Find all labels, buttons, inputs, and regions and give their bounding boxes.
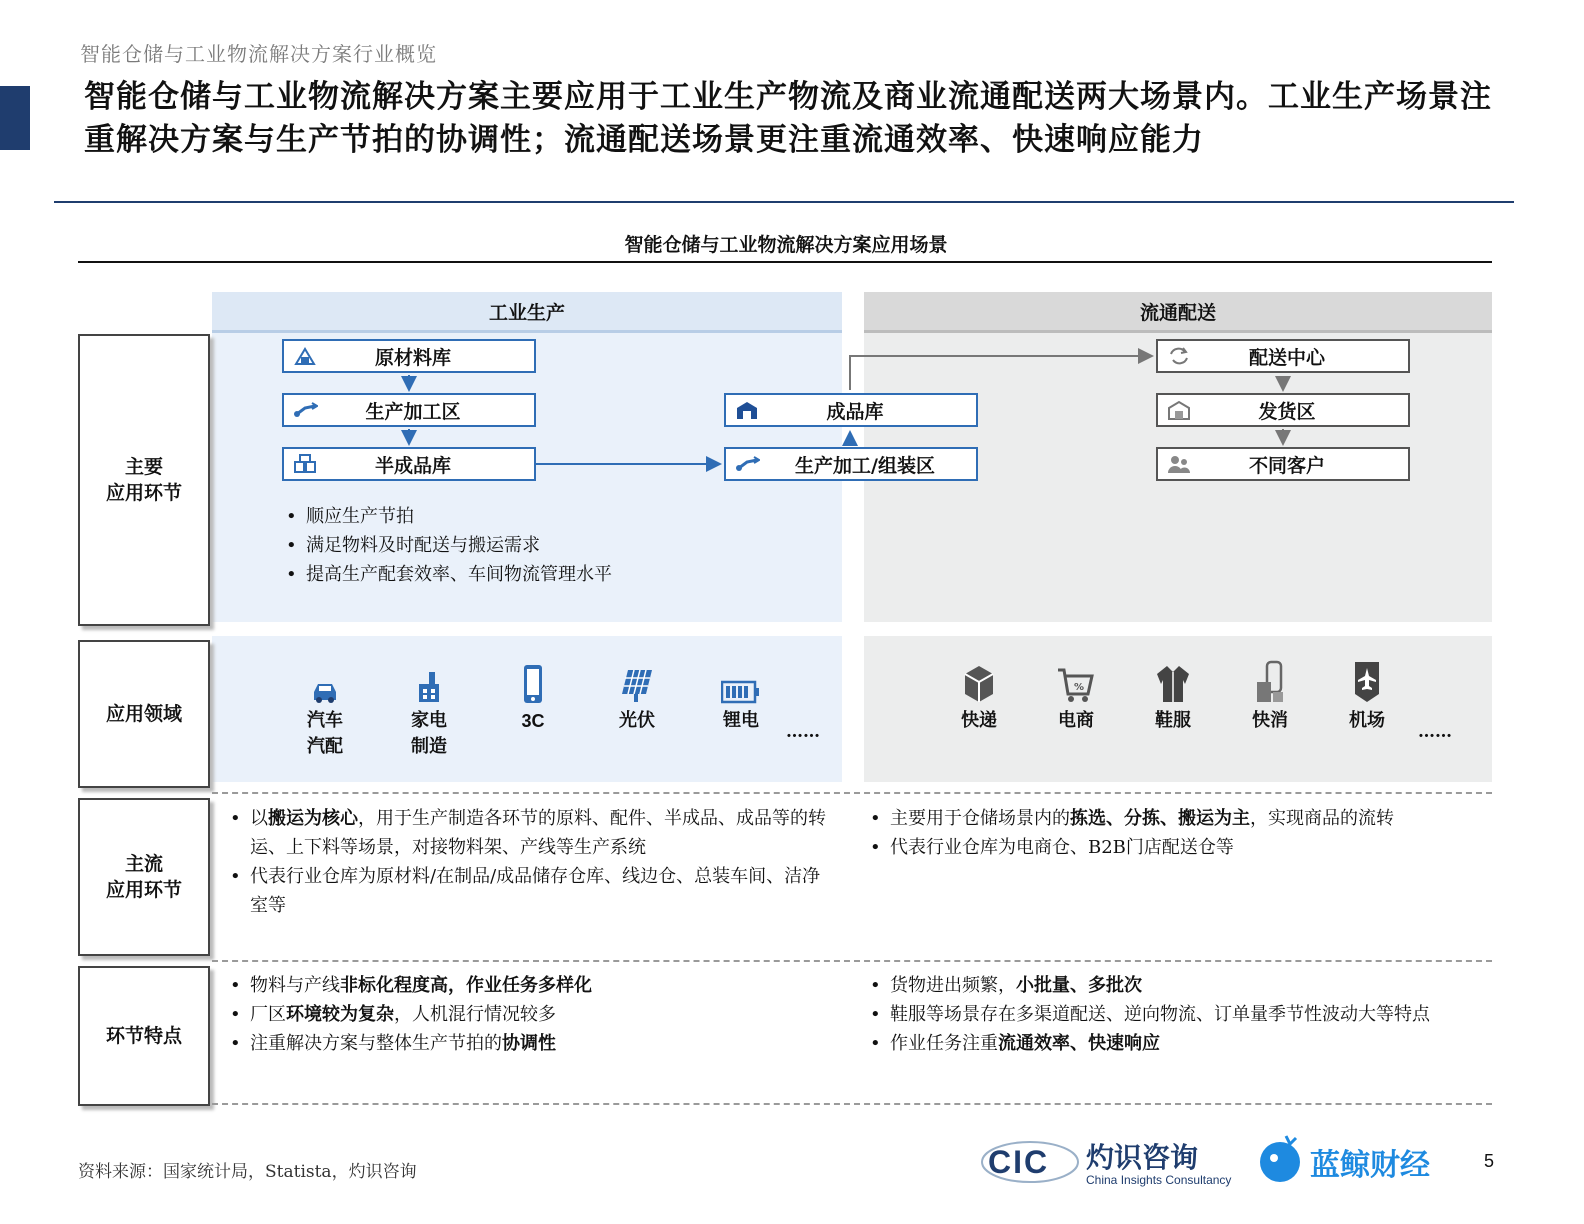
flow-box-customers xyxy=(1156,447,1410,481)
boxes-icon xyxy=(288,454,322,474)
airport-icon xyxy=(1322,660,1412,704)
cic-logo xyxy=(978,1134,1232,1190)
list-item: • 顺应生产节拍 xyxy=(284,502,824,531)
distribution-fields-ellipsis: …… xyxy=(1418,722,1452,742)
consumer-goods-icon xyxy=(1225,660,1315,704)
arrow-finished-to-center xyxy=(850,356,1150,390)
robot-arm-icon xyxy=(288,400,322,420)
industrial-fields xyxy=(280,660,786,760)
parcel-icon xyxy=(934,660,1024,704)
flow-box-label: 发货区 xyxy=(1258,400,1316,423)
list-item: • 代表行业仓库为原材料/在制品/成品储存仓库、线边仓、总装车间、洁净室等 xyxy=(228,862,828,920)
flow-box-semi-finished xyxy=(282,447,536,481)
exchange-arrows-icon xyxy=(1162,346,1196,366)
row-label-line: 应用环节 xyxy=(105,879,182,901)
field-appliance-manufacturing xyxy=(384,660,474,760)
list-item: • 代表行业仓库为电商仓、B2B门店配送仓等 xyxy=(868,833,1468,862)
car-icon xyxy=(280,660,370,704)
row-label-text: 环节特点 xyxy=(105,1025,182,1047)
flow-box-processing xyxy=(282,393,536,427)
page-number: 5 xyxy=(1484,1151,1495,1171)
industrial-fields-ellipsis: …… xyxy=(786,722,820,742)
row-separator xyxy=(212,792,1492,794)
warehouse-shelf-icon xyxy=(288,346,322,366)
field-label: 制造 xyxy=(411,736,447,757)
flow-box-label: 生产加工区 xyxy=(365,400,461,423)
list-item: • 以搬运为核心，用于生产制造各环节的原料、配件、半成品、成品等的转运、上下料等场景，对接物料架、产线等生产系统 xyxy=(228,804,828,862)
flow-box-label: 半成品库 xyxy=(374,454,451,477)
flow-box-label: 不同客户 xyxy=(1248,454,1325,477)
list-item: • 物料与产线非标化程度高，作业任务多样化 xyxy=(228,971,828,1000)
list-item: • 鞋服等场景存在多渠道配送、逆向物流、订单量季节性波动大等特点 xyxy=(868,1000,1468,1029)
row-label-line: 主要 xyxy=(124,456,163,478)
svg-text:%: % xyxy=(1074,682,1085,693)
shopping-cart-icon xyxy=(1031,660,1121,704)
battery-icon xyxy=(696,660,786,704)
coat-icon xyxy=(1128,660,1218,704)
list-item: • 货物进出频繁，小批量、多批次 xyxy=(868,971,1468,1000)
distribution-fields xyxy=(934,660,1412,734)
field-label: 3C xyxy=(521,711,545,731)
list-item: • 厂区环境较为复杂，人机混行情况较多 xyxy=(228,1000,828,1029)
list-item: • 作业任务注重流通效率、快速响应 xyxy=(868,1029,1468,1058)
industrial-goals-list xyxy=(284,502,824,589)
field-label: 锂电 xyxy=(723,710,759,731)
field-label: 机场 xyxy=(1349,710,1385,731)
row-separator xyxy=(212,1103,1492,1105)
field-label: 快消 xyxy=(1252,710,1288,731)
field-express xyxy=(934,660,1024,734)
cic-name: 灼识咨询 xyxy=(1086,1141,1199,1174)
field-3c xyxy=(488,660,578,734)
row-label-line: 应用环节 xyxy=(105,482,182,504)
source-note: 资料来源：国家统计局，Statista，灼识咨询 xyxy=(78,1162,417,1182)
flow-box-raw-materials xyxy=(282,339,536,373)
list-item: • 满足物料及时配送与搬运需求 xyxy=(284,531,824,560)
cic-english-name: China Insights Consultancy xyxy=(1086,1173,1232,1187)
flow-box-distribution-center xyxy=(1156,339,1410,373)
mainstream-distribution-list xyxy=(868,804,1468,862)
users-icon xyxy=(1162,454,1196,474)
field-label: 汽车 xyxy=(307,710,343,731)
field-lithium-battery xyxy=(696,660,786,734)
phone-icon xyxy=(488,660,578,704)
flow-box-label: 生产加工/组装区 xyxy=(795,454,935,477)
list-item: • 注重解决方案与整体生产节拍的协调性 xyxy=(228,1029,828,1058)
features-industrial-list xyxy=(228,971,828,1058)
robot-arm-icon xyxy=(730,454,764,474)
headline: 智能仓储与工业物流解决方案主要应用于工业生产物流及商业流通配送两大场景内。工业生产场景注重解决方案与生产节拍的协调性；流通配送场景更注重流通效率、快速响应能力 xyxy=(84,79,1492,158)
column-header-distribution: 流通配送 xyxy=(864,292,1492,333)
partner-logo xyxy=(1256,1132,1466,1184)
field-ecommerce xyxy=(1031,660,1121,734)
field-automotive xyxy=(280,660,370,760)
solar-panel-icon xyxy=(592,660,682,704)
flow-box-label: 配送中心 xyxy=(1248,346,1325,369)
flow-box-label: 原材料库 xyxy=(374,346,451,369)
figure-title: 智能仓储与工业物流解决方案应用场景 xyxy=(624,234,948,256)
field-label: 快递 xyxy=(961,710,997,731)
column-header-industrial: 工业生产 xyxy=(212,292,842,333)
whale-icon xyxy=(1256,1132,1308,1184)
field-label: 鞋服 xyxy=(1155,710,1191,731)
flow-box-shipping-area xyxy=(1156,393,1410,427)
field-label: 家电 xyxy=(411,710,447,731)
row-label-line: 主流 xyxy=(124,853,163,875)
warehouse-icon xyxy=(1162,400,1196,420)
factory-icon xyxy=(384,660,474,704)
field-photovoltaic xyxy=(592,660,682,734)
field-apparel xyxy=(1128,660,1218,734)
row-label-text: 应用领域 xyxy=(105,703,182,725)
flow-box-finished-goods xyxy=(724,393,978,427)
field-label: 电商 xyxy=(1058,710,1094,731)
list-item: • 主要用于仓储场景内的拣选、分拣、搬运为主，实现商品的流转 xyxy=(868,804,1468,833)
field-label: 汽配 xyxy=(307,736,343,757)
partner-name: 蓝鲸财经 xyxy=(1310,1148,1430,1183)
warehouse-icon xyxy=(730,400,764,420)
field-airport xyxy=(1322,660,1412,734)
flow-box-assembly xyxy=(724,447,978,481)
field-label: 光伏 xyxy=(619,710,655,731)
field-fmcg xyxy=(1225,660,1315,734)
cic-mark: CIC xyxy=(988,1144,1050,1180)
flow-box-label: 成品库 xyxy=(826,400,884,423)
row-separator xyxy=(212,960,1492,962)
features-distribution-list xyxy=(868,971,1468,1058)
mainstream-industrial-list xyxy=(228,804,828,920)
header-kicker: 智能仓储与工业物流解决方案行业概览 xyxy=(80,42,437,66)
list-item: • 提高生产配套效率、车间物流管理水平 xyxy=(284,560,824,589)
